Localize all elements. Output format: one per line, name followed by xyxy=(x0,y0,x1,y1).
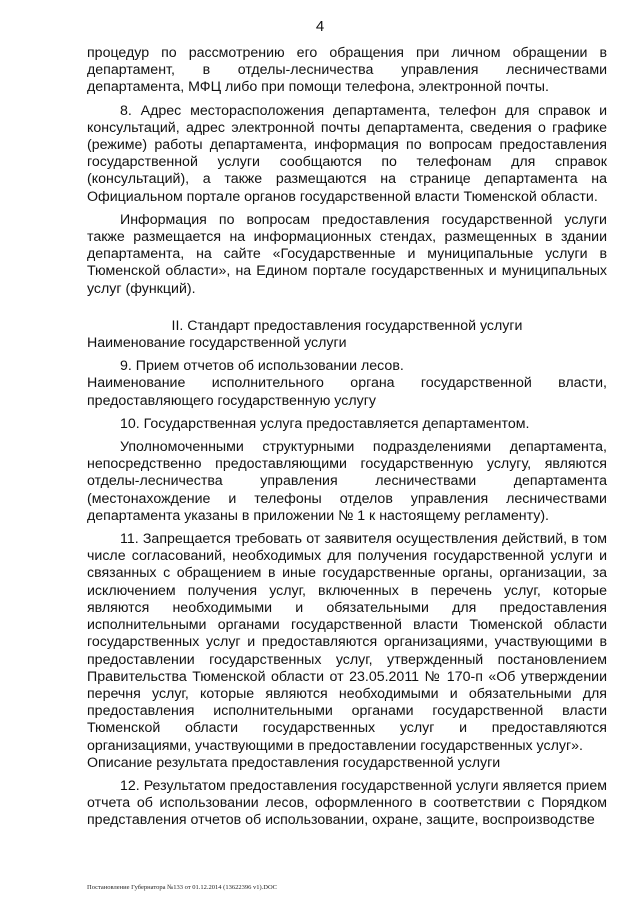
paragraph-12: 12. Результатом предоставления государственной услуги является прием отчета об использовании лесов, оформленного в соответствии с Порядком представления отчетов об использовании, охране, защите, воспроизводстве xyxy=(87,777,607,829)
document-body xyxy=(87,45,607,830)
paragraph-10: 10. Государственная услуга предоставляется департаментом. xyxy=(120,415,530,432)
footer-file-reference: Постановление Губернатора №133 от 01.12.2014 (13622396 v1).DOC xyxy=(87,884,277,891)
paragraph-continuation: процедур по рассмотрению его обращения при личном обращении в департамент, в отделы-лесничества управления лесничествами департамента, МФЦ либо при помощи телефона, электронной почты. xyxy=(87,45,607,96)
paragraph-9: 9. Прием отчетов об использовании лесов. xyxy=(120,358,404,375)
subheading-service-name: Наименование государственной услуги xyxy=(87,335,347,352)
paragraph-8-information: Информация по вопросам предоставления государственной услуги также размещается на информационных стендах, размещенных в здании департамента, на сайте «Государственные и муниципальные услуги в Тюменской области», на Едином портале государственных и муниципальных услуг (функций). xyxy=(87,211,607,297)
subheading-service-result: Описание результата предоставления государственной услуги xyxy=(87,754,501,771)
paragraph-11: 11. Запрещается требовать от заявителя осуществления действий, в том числе согласований, необходимых для получения государственной услуги и связанных с обращением в иные государственные органы, организации, за исключением получения услуг, включенных в перечень услуг, которые являются необходимыми и обязательными для предоставления исполнительными органами государственной власти Тюменской области государственных услуг и предоставляются организациями, участвующими в предоставлении государственных услуг, утвержденный постановлением Правительства Тюменской области от 23.05.2011 № 170-п «Об утверждении перечня услуг, которые являются необходимыми и обязательными для предоставления исполнительными органами государственной власти Тюменской области государственных услуг и предоставляются организациями, участвующими в предоставлении государственных услуг». xyxy=(87,531,607,754)
section-2-heading: II. Стандарт предоставления государственной услуги xyxy=(171,317,523,334)
paragraph-8: 8. Адрес месторасположения департамента, телефон для справок и консультаций, адрес электронной почты департамента, сведения о графике (режиме) работы департамента, информация по вопросам предоставления государственной услуги сообщаются по телефонам для справок (консультаций), а также размещаются на странице департамента на Официальном портале органов государственной власти Тюменской области. xyxy=(87,102,607,205)
subheading-executive-body: Наименование исполнительного органа государственной власти, предоставляющего государственную услугу xyxy=(87,375,607,409)
paragraph-10-authorized-units: Уполномоченными структурными подразделениями департамента, непосредственно предоставляющими государственную услугу, являются отделы-лесничества управления лесничествами департамента (местонахождение и телефоны отделов управления лесничествами департамента указаны в приложении № 1 к настоящему регламенту). xyxy=(87,439,607,524)
page-number: 4 xyxy=(315,18,325,35)
